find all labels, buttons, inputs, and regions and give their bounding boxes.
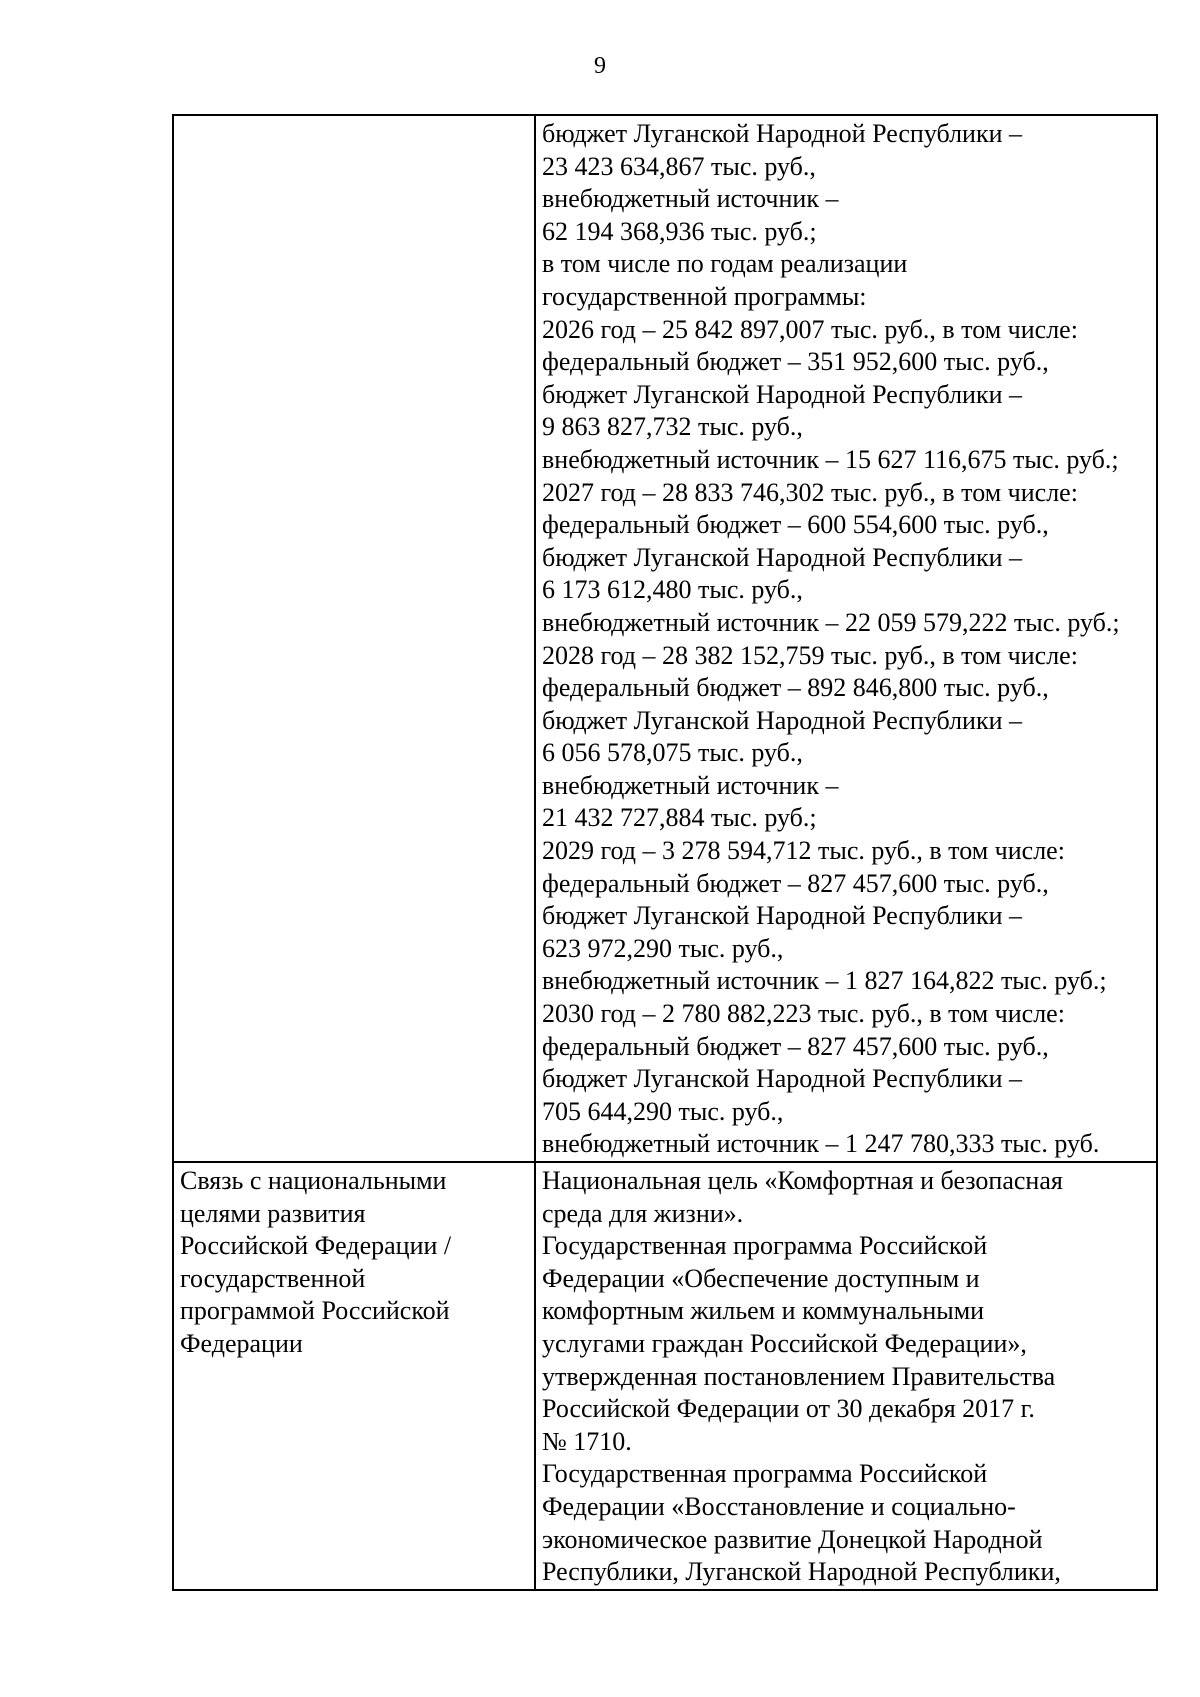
text-line: внебюджетный источник – (542, 184, 839, 214)
text-line: 2028 год – 28 382 152,759 тыс. руб., в том числе: (542, 640, 1078, 670)
text-line: государственной (180, 1263, 366, 1293)
text-line: внебюджетный источник – (542, 770, 839, 800)
text-line: бюджет Луганской Народной Республики – (542, 1064, 1023, 1094)
text-line: 21 432 727,884 тыс. руб.; (542, 803, 817, 833)
text-line: федеральный бюджет – 600 554,600 тыс. руб., (542, 510, 1049, 540)
text-line: 2026 год – 25 842 897,007 тыс. руб., в том числе: (542, 314, 1078, 344)
text-line: бюджет Луганской Народной Республики – (542, 705, 1023, 735)
text-line: среда для жизни». (542, 1198, 744, 1228)
text-line: бюджет Луганской Народной Республики – (542, 542, 1023, 572)
text-line: внебюджетный источник – 15 627 116,675 тыс. руб.; (542, 444, 1119, 474)
text-line: 6 173 612,480 тыс. руб., (542, 575, 803, 605)
text-line: 9 863 827,732 тыс. руб., (542, 412, 803, 442)
text-line: федеральный бюджет – 351 952,600 тыс. руб., (542, 347, 1049, 377)
text-line: в том числе по годам реализации (542, 249, 908, 279)
text-line: федеральный бюджет – 892 846,800 тыс. руб., (542, 673, 1049, 703)
passport-table (172, 114, 1158, 1591)
text-line: Российской Федерации / (180, 1231, 452, 1261)
table-row-finance (173, 115, 1157, 1162)
text-line: Республики, Луганской Народной Республики, (542, 1557, 1061, 1587)
text-line: 62 194 368,936 тыс. руб.; (542, 216, 817, 246)
row-label-cell (173, 115, 535, 1162)
text-line: федеральный бюджет – 827 457,600 тыс. руб., (542, 1031, 1049, 1061)
text-line: 6 056 578,075 тыс. руб., (542, 738, 803, 768)
text-line: услугами граждан Российской Федерации», (542, 1328, 1027, 1358)
row-value-cell (535, 1162, 1157, 1590)
page-number: 9 (594, 53, 606, 79)
text-line: Связь с национальными (180, 1166, 447, 1195)
text-line: целями развития (180, 1198, 366, 1228)
text-line: 705 644,290 тыс. руб., (542, 1096, 784, 1126)
text-line: 2029 год – 3 278 594,712 тыс. руб., в том числе: (542, 836, 1065, 866)
row-label-cell (173, 1162, 535, 1590)
text-line: Федерации (180, 1328, 303, 1358)
text-line: Государственная программа Российской (542, 1459, 988, 1489)
text-line: Федерации «Восстановление и социально- (542, 1491, 1016, 1521)
text-line: 623 972,290 тыс. руб., (542, 933, 784, 963)
text-line: Федерации «Обеспечение доступным и (542, 1263, 980, 1293)
text-line: Российской Федерации от 30 декабря 2017 г. (542, 1394, 1035, 1424)
text-line: бюджет Луганской Народной Республики – (542, 119, 1023, 148)
text-line: 2030 год – 2 780 882,223 тыс. руб., в том числе: (542, 999, 1065, 1029)
text-line: Государственная программа Российской (542, 1231, 988, 1261)
text-line: комфортным жильем и коммунальными (542, 1296, 985, 1326)
text-line: программой Российской (180, 1296, 450, 1326)
row-value-cell (535, 115, 1157, 1162)
text-line: бюджет Луганской Народной Республики – (542, 901, 1023, 931)
text-line: 23 423 634,867 тыс. руб., (542, 151, 816, 181)
text-line: 2027 год – 28 833 746,302 тыс. руб., в том числе: (542, 477, 1078, 507)
text-line: бюджет Луганской Народной Республики – (542, 379, 1023, 409)
text-line: утвержденная постановлением Правительства (542, 1361, 1056, 1391)
text-line: внебюджетный источник – 1 827 164,822 тыс. руб.; (542, 966, 1107, 996)
text-line: Национальная цель «Комфортная и безопасная (542, 1166, 1063, 1195)
text-line: внебюджетный источник – 1 247 780,333 тыс. руб. (542, 1129, 1100, 1159)
text-line: № 1710. (542, 1426, 632, 1456)
text-line: внебюджетный источник – 22 059 579,222 тыс. руб.; (542, 607, 1120, 637)
text-line: государственной программы: (542, 281, 867, 311)
text-line: экономическое развитие Донецкой Народной (542, 1524, 1043, 1554)
text-line: федеральный бюджет – 827 457,600 тыс. руб., (542, 868, 1049, 898)
table-row-national-goals (173, 1162, 1157, 1590)
